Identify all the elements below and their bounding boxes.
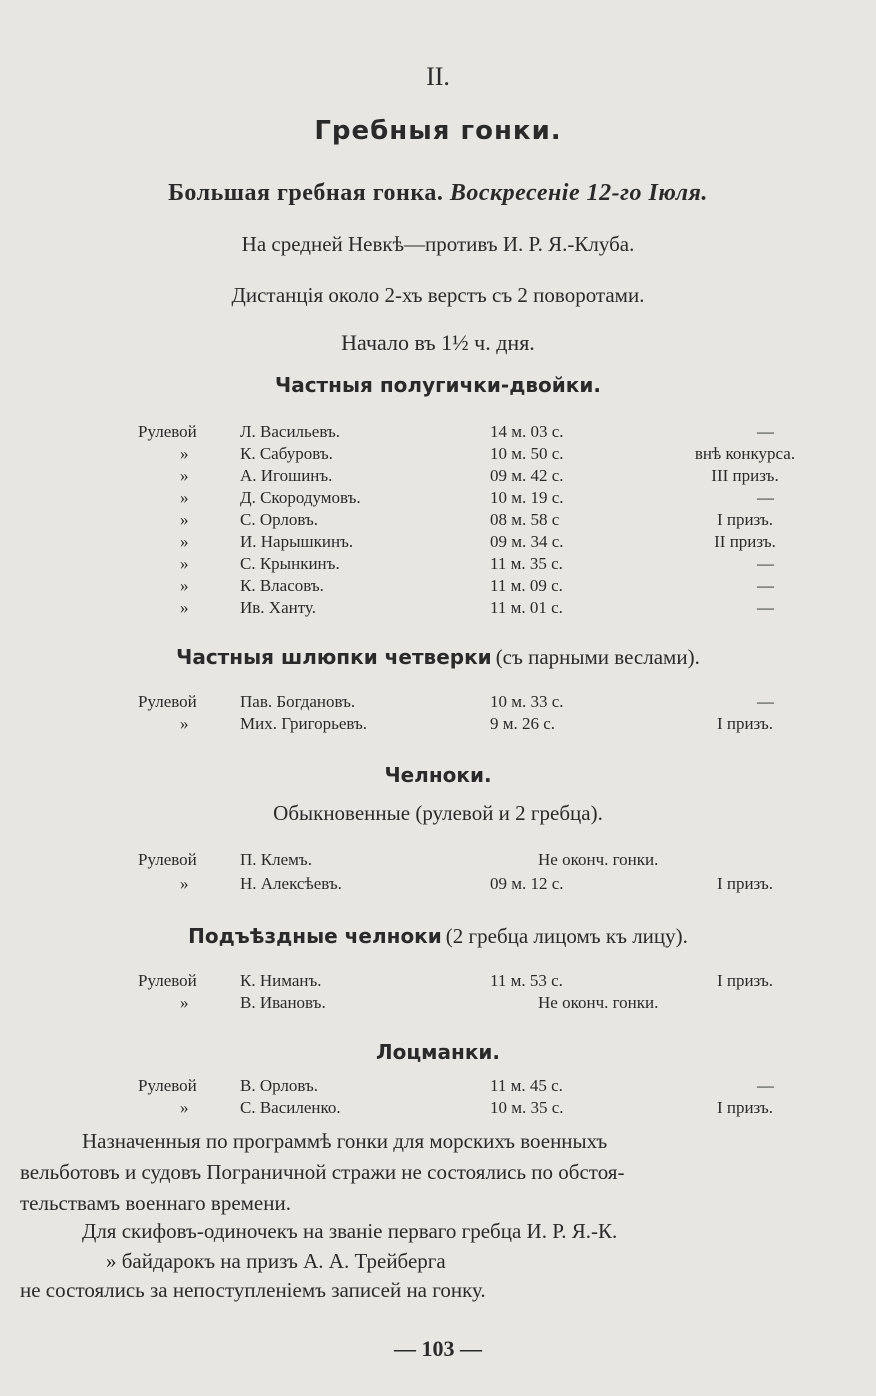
row-label: »	[180, 554, 189, 573]
race-result: —	[757, 598, 774, 617]
rower-name: И. Нарышкинъ.	[240, 532, 354, 551]
race-result: II призъ.	[714, 532, 776, 551]
row-label: »	[180, 714, 189, 733]
race-result: —	[757, 1076, 774, 1095]
section-heading-bold: Частныя шлюпки четверки	[176, 645, 492, 669]
race-result: I призъ.	[716, 714, 774, 733]
row-label: Рулевой	[138, 1076, 197, 1095]
row-label: »	[180, 993, 189, 1012]
race-time: 09 м. 34 с.	[490, 532, 564, 551]
row-label: »	[180, 1098, 189, 1117]
race-time: 10 м. 33 с.	[490, 692, 564, 711]
table-row	[0, 692, 876, 714]
table-row	[0, 714, 876, 736]
section-subheading: Обыкновенные (рулевой и 2 гребца).	[273, 801, 603, 825]
rower-name: А. Игошинъ.	[240, 466, 333, 485]
rower-name: Н. Алексѣевъ.	[240, 874, 342, 893]
race-time: 09 м. 12 с.	[490, 874, 564, 893]
section-heading-bold: Подъѣздные челноки	[188, 924, 442, 948]
race-time: 11 м. 45 с.	[490, 1076, 563, 1095]
rower-name: С. Орловъ.	[240, 510, 319, 529]
section-heading	[0, 924, 876, 949]
section-heading	[0, 645, 876, 670]
note-line: тельствамъ военнаго времени.	[20, 1191, 291, 1215]
race-location: На средней Невкѣ—противъ И. Р. Я.-Клуба.	[241, 232, 635, 256]
race-time: 11 м. 35 с.	[490, 554, 563, 573]
race-result: —	[757, 576, 774, 595]
row-label: »	[180, 532, 189, 551]
note-line: вельботовъ и судовъ Пограничной стражи не состоялись по обстоя-	[20, 1160, 625, 1184]
row-label: Рулевой	[138, 971, 197, 990]
table-row	[0, 993, 876, 1015]
section-heading: Челноки.	[384, 763, 492, 787]
table-row	[0, 532, 876, 554]
race-time: 14 м. 03 с.	[490, 422, 564, 441]
table-row	[0, 874, 876, 896]
rower-name: К. Сабуровъ.	[240, 444, 333, 463]
row-label: »	[180, 598, 189, 617]
race-result: —	[757, 692, 774, 711]
chapter-number	[0, 62, 876, 92]
table-row	[0, 576, 876, 598]
race-time: 11 м. 53 с.	[490, 971, 563, 990]
race-result: внѣ конкурса.	[694, 444, 796, 463]
rower-name: К. Власовъ.	[240, 576, 324, 595]
row-label: Рулевой	[138, 422, 197, 441]
rower-name: Ив. Ханту.	[240, 598, 316, 617]
race-time: 10 м. 35 с.	[490, 1098, 564, 1117]
race-title: Большая гребная гонка.	[168, 180, 444, 206]
section-heading-note: (2 гребца лицомъ къ лицу).	[445, 924, 688, 948]
row-label: »	[180, 576, 189, 595]
race-result: I призъ.	[716, 1098, 774, 1117]
row-label: »	[180, 444, 189, 463]
race-distance: Дистанція около 2-хъ верстъ съ 2 поворотами.	[231, 283, 645, 307]
note-line: » байдарокъ на призъ А. А. Трейберга	[106, 1249, 446, 1273]
rower-name: С. Крынкинъ.	[240, 554, 340, 573]
note-line: Для скифовъ-одиночекъ на званіе перваго гребца И. Р. Я.-К.	[82, 1219, 618, 1243]
chapter-title: Гребныя гонки.	[314, 116, 562, 146]
row-label: »	[180, 510, 189, 529]
rower-name: К. Ниманъ.	[240, 971, 322, 990]
table-row	[0, 422, 876, 444]
table-row	[0, 444, 876, 466]
table-row	[0, 598, 876, 620]
rower-name: В. Орловъ.	[240, 1076, 319, 1095]
table-row	[0, 1098, 876, 1120]
row-label: Рулевой	[138, 692, 197, 711]
note-paragraph	[20, 1216, 870, 1306]
race-time: Не оконч. гонки.	[538, 850, 659, 869]
note-line: Назначенныя по программѣ гонки для морскихъ военныхъ	[82, 1129, 608, 1153]
note-paragraph	[20, 1126, 870, 1219]
race-start: Начало въ 1½ ч. дня.	[341, 330, 535, 355]
rower-name: Пав. Богдановъ.	[240, 692, 356, 711]
row-label: »	[180, 874, 189, 893]
section-heading-note: (съ парными веслами).	[495, 645, 700, 669]
table-row	[0, 850, 876, 872]
section-heading: Частныя полугички-двойки.	[275, 373, 601, 397]
race-result: I призъ.	[716, 971, 774, 990]
race-time: 11 м. 01 с.	[490, 598, 563, 617]
table-row	[0, 510, 876, 532]
rower-name: В. Ивановъ.	[240, 993, 326, 1012]
note-line: не состоялись за непоступленіемъ записей на гонку.	[20, 1278, 486, 1302]
race-result: I призъ.	[716, 510, 774, 529]
race-time: 09 м. 42 с.	[490, 466, 564, 485]
table-row	[0, 554, 876, 576]
row-label: Рулевой	[138, 850, 197, 869]
race-result: —	[757, 422, 774, 441]
table-row	[0, 1076, 876, 1098]
rower-name: Мих. Григорьевъ.	[240, 714, 368, 733]
page-number: — 103 —	[394, 1336, 482, 1361]
chapter-number-text: II.	[426, 62, 450, 91]
row-label: »	[180, 488, 189, 507]
race-result: —	[757, 554, 774, 573]
race-result: I призъ.	[716, 874, 774, 893]
table-row	[0, 971, 876, 993]
rower-name: С. Василенко.	[240, 1098, 341, 1117]
race-time: 10 м. 19 с.	[490, 488, 564, 507]
race-time: 10 м. 50 с.	[490, 444, 564, 463]
race-time: Не оконч. гонки.	[538, 993, 659, 1012]
row-label: »	[180, 466, 189, 485]
rower-name: Д. Скородумовъ.	[240, 488, 361, 507]
race-date: Воскресеніе 12-го Іюля.	[449, 180, 708, 206]
rower-name: П. Клемъ.	[240, 850, 312, 869]
race-time: 08 м. 58 с	[490, 510, 560, 529]
race-time: 11 м. 09 с.	[490, 576, 563, 595]
table-row	[0, 488, 876, 510]
table-row	[0, 466, 876, 488]
race-result: III призъ.	[711, 466, 779, 485]
race-result: —	[757, 488, 774, 507]
race-time: 9 м. 26 с.	[490, 714, 556, 733]
section-heading: Лоцманки.	[375, 1040, 501, 1064]
race-heading	[0, 180, 876, 207]
rower-name: Л. Васильевъ.	[240, 422, 340, 441]
